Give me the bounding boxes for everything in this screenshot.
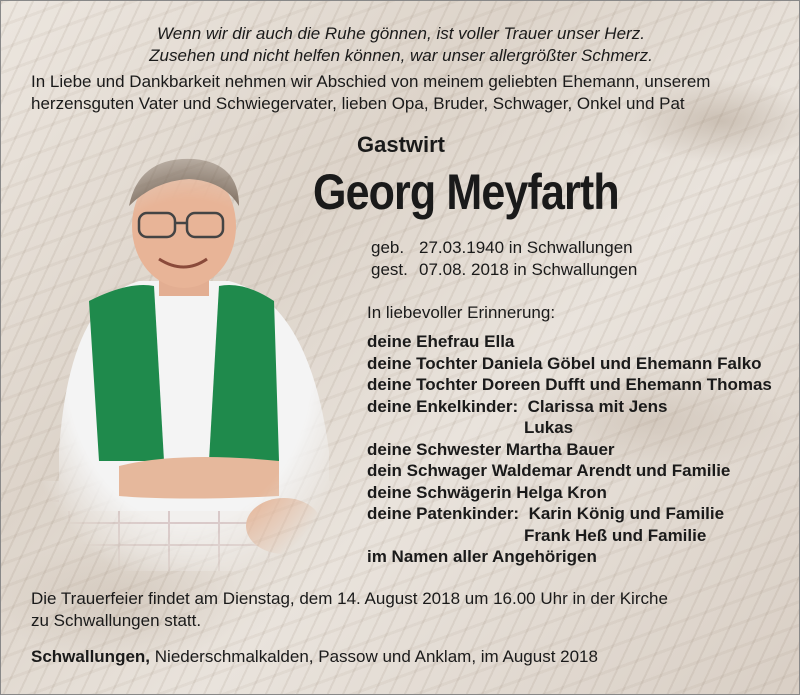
verse bbox=[1, 23, 800, 67]
ceremony-line: zu Schwallungen statt. bbox=[31, 611, 202, 630]
place-main: Schwallungen, bbox=[31, 647, 151, 666]
godchildren-label: deine Patenkinder: bbox=[367, 504, 520, 523]
ceremony-info bbox=[31, 588, 668, 632]
place-rest: Niederschmalkalden, Passow und Anklam, im August 2018 bbox=[154, 647, 598, 666]
life-dates bbox=[371, 237, 637, 281]
family-relatives: im Namen aller Angehörigen bbox=[367, 547, 597, 566]
family-daughter: deine Tochter Daniela Göbel und Ehemann Falko bbox=[367, 353, 762, 373]
ceremony-line: Die Trauerfeier findet am Dienstag, dem 14. August 2018 um 16.00 Uhr in der Kirche bbox=[31, 589, 668, 608]
birth-date: 27.03.1940 in Schwallungen bbox=[419, 238, 633, 257]
family-list bbox=[367, 331, 772, 568]
memory-heading: In liebevoller Erinnerung: bbox=[367, 303, 556, 322]
intro-line: In Liebe und Dankbarkeit nehmen wir Abschied von meinem geliebten Ehemann, unserem bbox=[31, 72, 711, 91]
family-sister-in-law: deine Schwägerin Helga Kron bbox=[367, 482, 607, 502]
grandchildren-label: deine Enkelkinder: bbox=[367, 396, 519, 416]
birth-label: geb. bbox=[371, 238, 405, 257]
verse-line: Wenn wir dir auch die Ruhe gönnen, ist voller Trauer unser Herz. bbox=[157, 24, 645, 43]
death-date: 07.08. 2018 in Schwallungen bbox=[419, 260, 638, 279]
family-sister: deine Schwester Martha Bauer bbox=[367, 439, 615, 459]
family-grandchildren bbox=[367, 396, 772, 418]
family-grandchild: Lukas bbox=[524, 418, 574, 437]
family-godchild: Frank Heß und Familie bbox=[524, 525, 707, 545]
death-label: gest. bbox=[371, 260, 408, 279]
places-line bbox=[31, 647, 598, 667]
intro-line: herzensguten Vater und Schwiegervater, lieben Opa, Bruder, Schwager, Onkel und Pat bbox=[31, 94, 685, 113]
intro-text bbox=[31, 71, 776, 115]
profession: Gastwirt bbox=[356, 132, 446, 157]
death-row bbox=[371, 259, 637, 281]
birth-row bbox=[371, 237, 637, 259]
family-wife: deine Ehefrau Ella bbox=[367, 332, 515, 351]
family-godchildren bbox=[367, 503, 772, 525]
grandchild: Clarissa mit Jens bbox=[527, 396, 668, 416]
family-brother-in-law: dein Schwager Waldemar Arendt und Familie bbox=[367, 461, 731, 480]
verse-line: Zusehen und nicht helfen können, war unser allergrößter Schmerz. bbox=[149, 46, 653, 65]
portrait-photo bbox=[29, 151, 349, 571]
family-daughter: deine Tochter Doreen Dufft und Ehemann Thomas bbox=[367, 375, 772, 394]
godchild: Karin König und Familie bbox=[528, 504, 725, 523]
deceased-name: Georg Meyfarth bbox=[313, 164, 619, 220]
